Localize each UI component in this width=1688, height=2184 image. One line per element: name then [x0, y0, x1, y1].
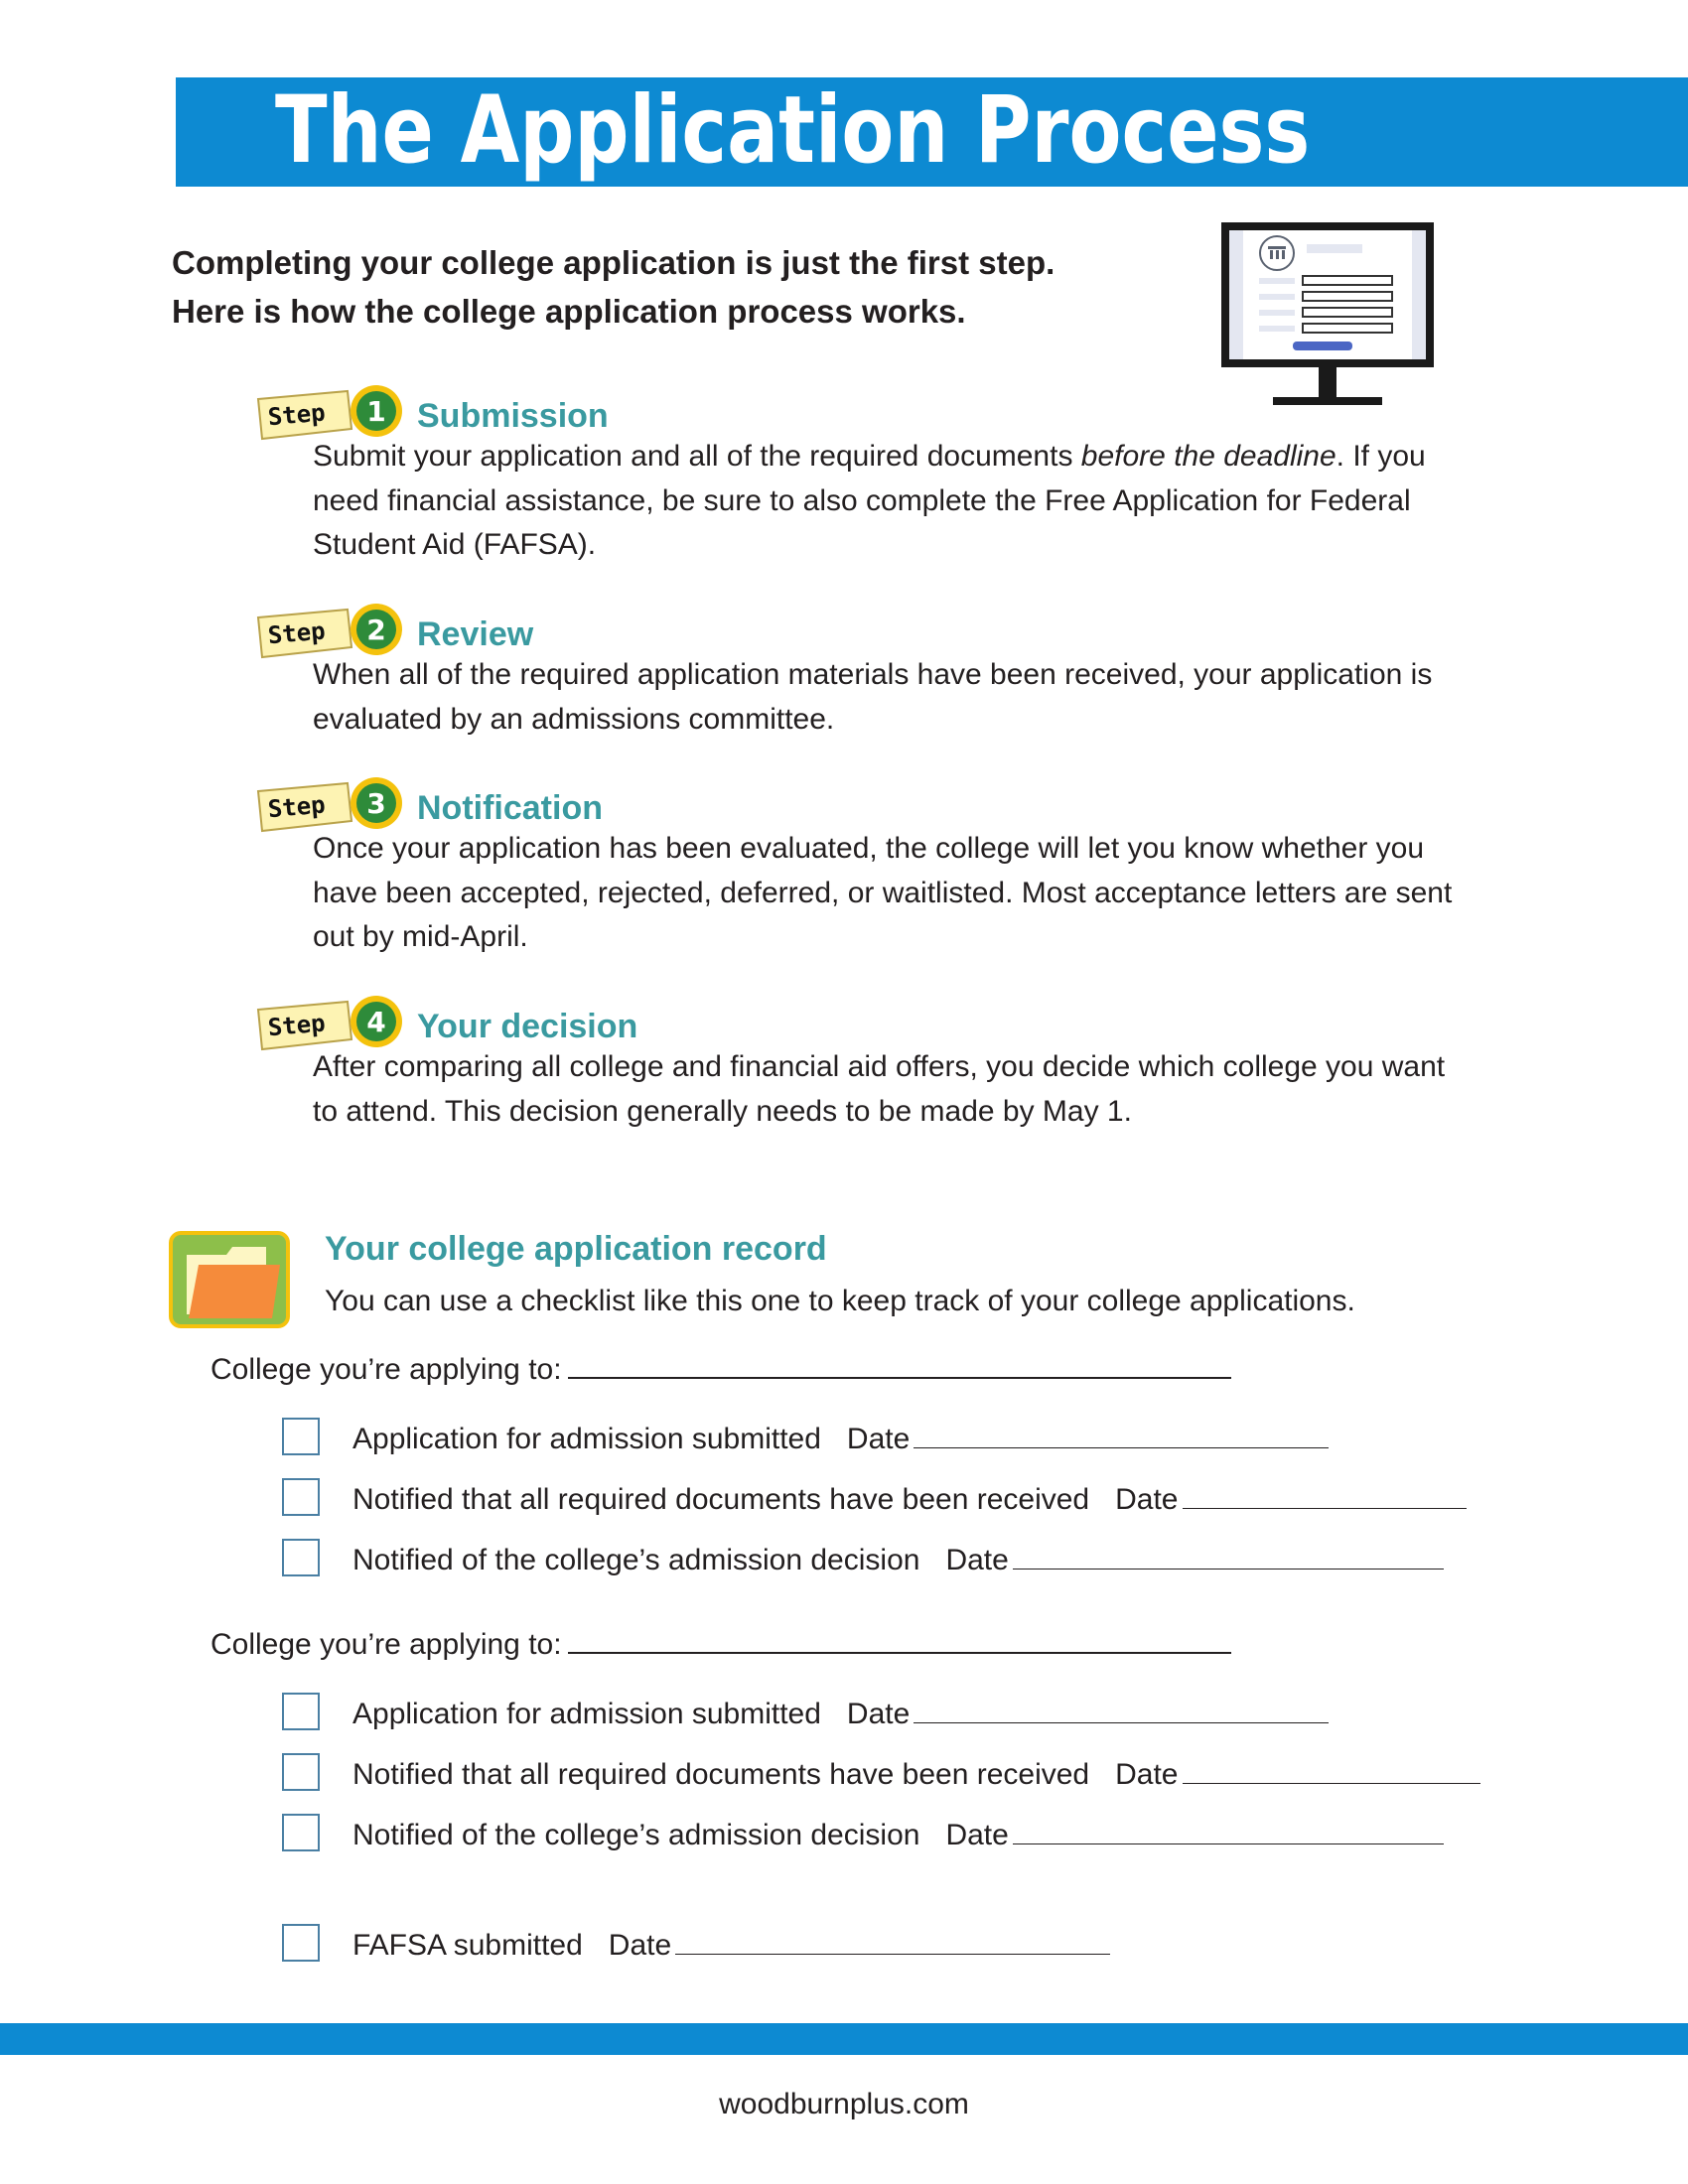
date-label: Date	[1115, 1483, 1179, 1516]
step-2	[256, 602, 1537, 751]
college-name-blank[interactable]	[568, 1347, 1231, 1379]
computer-monitor-icon	[1219, 220, 1436, 407]
step-title: Notification	[417, 789, 603, 827]
checkbox[interactable]	[282, 1418, 320, 1455]
checkbox[interactable]	[282, 1539, 320, 1576]
college-label: College you’re applying to:	[211, 1353, 562, 1386]
date-blank[interactable]	[675, 1924, 1110, 1955]
fafsa-label: FAFSA submitted	[352, 1929, 583, 1962]
record-title: Your college application record	[325, 1230, 827, 1268]
step-word: Step	[266, 790, 327, 824]
checkbox[interactable]	[282, 1693, 320, 1730]
step-body: Submit your application and all of the required documents before the deadline. If you need financial assistance, be sure to also complete the Free Application for Federal Student Aid (FAFSA).	[313, 440, 1426, 561]
checklist-label: Notified of the college’s admission decision	[352, 1544, 920, 1576]
step-word: Step	[266, 1009, 327, 1042]
step-word: Step	[266, 616, 327, 650]
bottom-bar	[0, 2023, 1688, 2055]
step-body: Once your application has been evaluated, the college will let you know whether you have been accepted, rejected, deferred, or waitlisted. Most acceptance letters are sent out by mid-April.	[313, 832, 1453, 953]
date-blank[interactable]	[1013, 1539, 1444, 1570]
intro-line-1: Completing your college application is just the first step.	[172, 244, 1055, 281]
step-number: 1	[366, 395, 386, 428]
date-blank[interactable]	[914, 1693, 1329, 1723]
checklist-label: Notified that all required documents have been received	[352, 1483, 1090, 1516]
college-name-field-2[interactable]	[211, 1622, 1231, 1667]
step-1	[256, 383, 1537, 582]
intro-text	[172, 238, 1165, 336]
step-title: Review	[417, 615, 534, 653]
date-label: Date	[846, 1423, 911, 1455]
checklist-label: Notified that all required documents have been received	[352, 1758, 1090, 1791]
checkbox[interactable]	[282, 1753, 320, 1791]
step-3	[256, 775, 1537, 974]
college-label: College you’re applying to:	[211, 1628, 562, 1661]
checkbox[interactable]	[282, 1814, 320, 1851]
folder-icon	[169, 1231, 290, 1328]
checkbox[interactable]	[282, 1924, 320, 1962]
page-title: The Application Process	[275, 76, 1311, 185]
step-number: 4	[366, 1006, 386, 1038]
step-number: 3	[366, 787, 386, 820]
date-label: Date	[1115, 1758, 1179, 1791]
date-label: Date	[945, 1544, 1009, 1576]
date-blank[interactable]	[1183, 1753, 1480, 1784]
step-4	[256, 994, 1537, 1143]
step-body: After comparing all college and financial aid offers, you decide which college you want to attend. This decision generally needs to be made by May 1.	[313, 1050, 1446, 1128]
step-word: Step	[266, 398, 327, 432]
checklist-label: Application for admission submitted	[352, 1423, 821, 1455]
checkbox[interactable]	[282, 1478, 320, 1516]
date-blank[interactable]	[914, 1418, 1329, 1448]
date-blank[interactable]	[1013, 1814, 1444, 1844]
step-title: Your decision	[417, 1008, 638, 1045]
date-blank[interactable]	[1183, 1478, 1467, 1509]
record-subtitle: You can use a checklist like this one to keep track of your college applications.	[325, 1285, 1355, 1317]
date-label: Date	[945, 1819, 1009, 1851]
college-name-field-1[interactable]	[211, 1347, 1231, 1392]
checklist-label: Application for admission submitted	[352, 1698, 821, 1730]
college-name-blank[interactable]	[568, 1622, 1231, 1654]
step-number: 2	[366, 614, 386, 646]
checklist-label: Notified of the college’s admission decision	[352, 1819, 920, 1851]
title-bar	[176, 77, 1688, 187]
date-label: Date	[608, 1929, 672, 1962]
step-title: Submission	[417, 397, 609, 435]
footer-website: woodburnplus.com	[719, 2088, 969, 2120]
intro-line-2: Here is how the college application process works.	[172, 293, 966, 330]
step-body: When all of the required application materials have been received, your application is evaluated by an admissions committee.	[313, 658, 1433, 736]
date-label: Date	[846, 1698, 911, 1730]
